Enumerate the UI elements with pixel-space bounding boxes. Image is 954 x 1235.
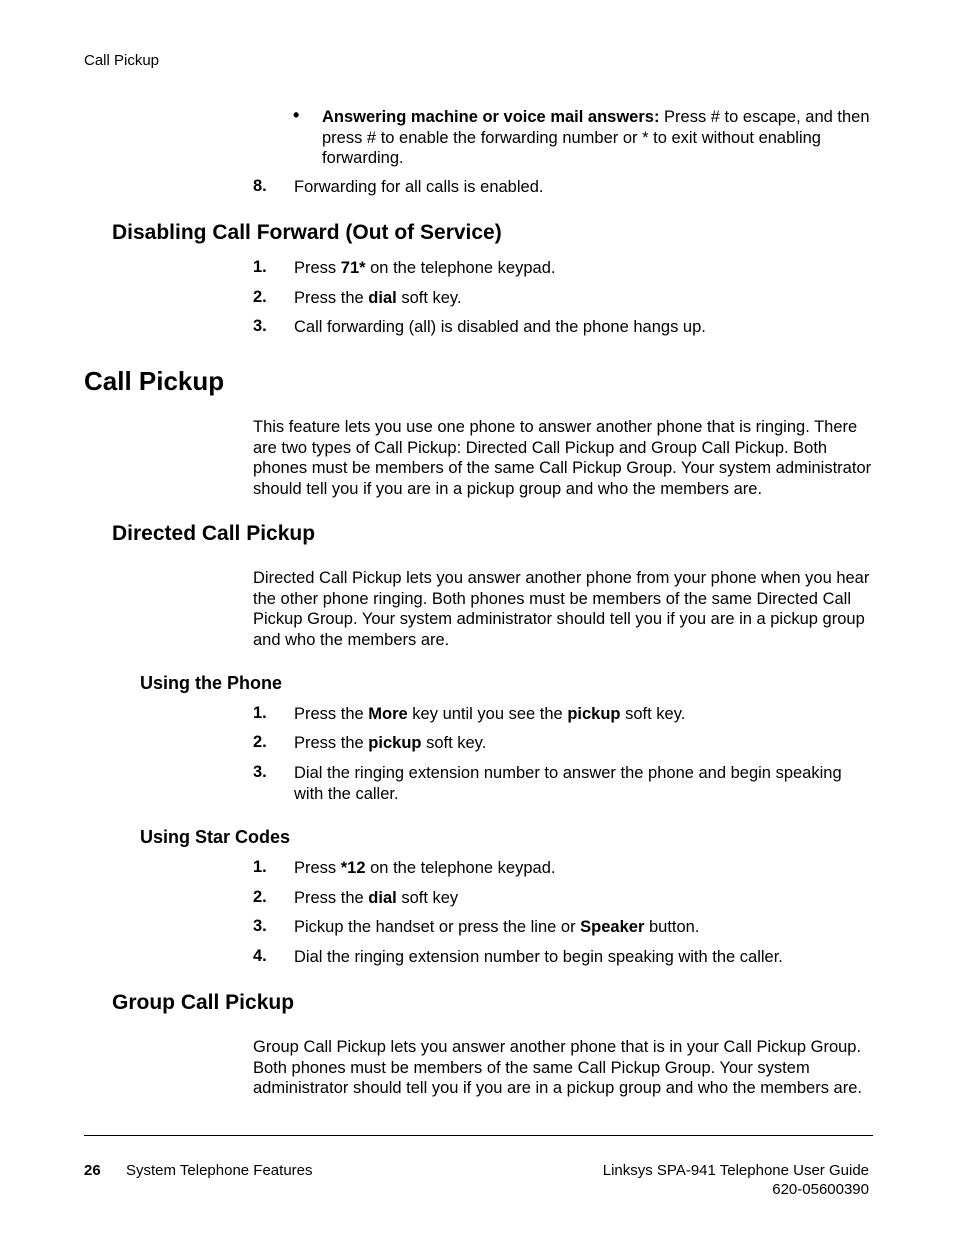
footer-doc-number: 620-05600390 xyxy=(772,1181,869,1198)
paragraph: This feature lets you use one phone to answer another phone that is ringing. There are two types of Call Pickup: Directed Call Pickup and Group Call Pickup. Both phones must be members of the same Call Pickup Group. Your system administrator should tell you if you are in a pickup group and who the members are. xyxy=(253,418,872,498)
page-number: 26 xyxy=(84,1162,101,1179)
step-number: 4. xyxy=(253,947,267,965)
footer-divider xyxy=(84,1135,873,1136)
step-text: Press 71* on the telephone keypad. xyxy=(294,259,556,277)
step-text: Press the dial soft key xyxy=(294,889,459,907)
step-number: 1. xyxy=(253,858,267,876)
paragraph: Directed Call Pickup lets you answer another phone from your phone when you hear the other phone ringing. Both phones must be members of the same Directed Call Pickup Group. Your system administrator should tell you if you are in a pickup group and who the members are. xyxy=(253,569,870,649)
step-text: Call forwarding (all) is disabled and the phone hangs up. xyxy=(294,318,706,336)
bullet-bold: Answering machine or voice mail answers: xyxy=(322,108,660,126)
subsection-heading: Using Star Codes xyxy=(140,827,291,847)
step-text: Dial the ringing extension number to begin speaking with the caller. xyxy=(294,948,783,966)
step-text: Press the dial soft key. xyxy=(294,289,462,307)
step-number: 1. xyxy=(253,258,267,276)
step-number: 3. xyxy=(253,763,267,781)
section-heading: Directed Call Pickup xyxy=(112,522,316,545)
section-heading: Group Call Pickup xyxy=(112,991,295,1014)
step-number: 2. xyxy=(253,733,267,751)
step-number: 8. xyxy=(253,177,267,195)
step-text: Pickup the handset or press the line or Speaker button. xyxy=(294,918,700,936)
step-number: 1. xyxy=(253,704,267,722)
step-text: Press the pickup soft key. xyxy=(294,734,487,752)
chapter-heading: Call Pickup xyxy=(84,366,225,396)
bullet-item xyxy=(322,107,882,169)
section-heading: Disabling Call Forward (Out of Service) xyxy=(112,221,502,244)
bullet-symbol: • xyxy=(293,105,300,125)
step-text: Press *12 on the telephone keypad. xyxy=(294,859,556,877)
step-number: 2. xyxy=(253,288,267,306)
bullet-text: Press # to escape, and then press # to enable the forwarding number or * to exit without enabling forwarding. xyxy=(322,108,870,167)
subsection-heading: Using the Phone xyxy=(140,673,283,693)
step-number: 3. xyxy=(253,317,267,335)
step-number: 2. xyxy=(253,888,267,906)
footer-section: System Telephone Features xyxy=(126,1162,313,1179)
step-number: 3. xyxy=(253,917,267,935)
step-text: Dial the ringing extension number to answer the phone and begin speaking with the caller. xyxy=(294,764,842,803)
running-header: Call Pickup xyxy=(84,52,160,69)
step-text: Press the More key until you see the pickup soft key. xyxy=(294,705,686,723)
paragraph: Group Call Pickup lets you answer another phone that is in your Call Pickup Group. Both phones must be members of the same Call Pickup Group. Your system administrator should tell you if you are in a pickup group and who the members are. xyxy=(253,1038,862,1097)
step-text: Forwarding for all calls is enabled. xyxy=(294,178,544,196)
footer-guide-title: Linksys SPA-941 Telephone User Guide xyxy=(602,1162,869,1179)
